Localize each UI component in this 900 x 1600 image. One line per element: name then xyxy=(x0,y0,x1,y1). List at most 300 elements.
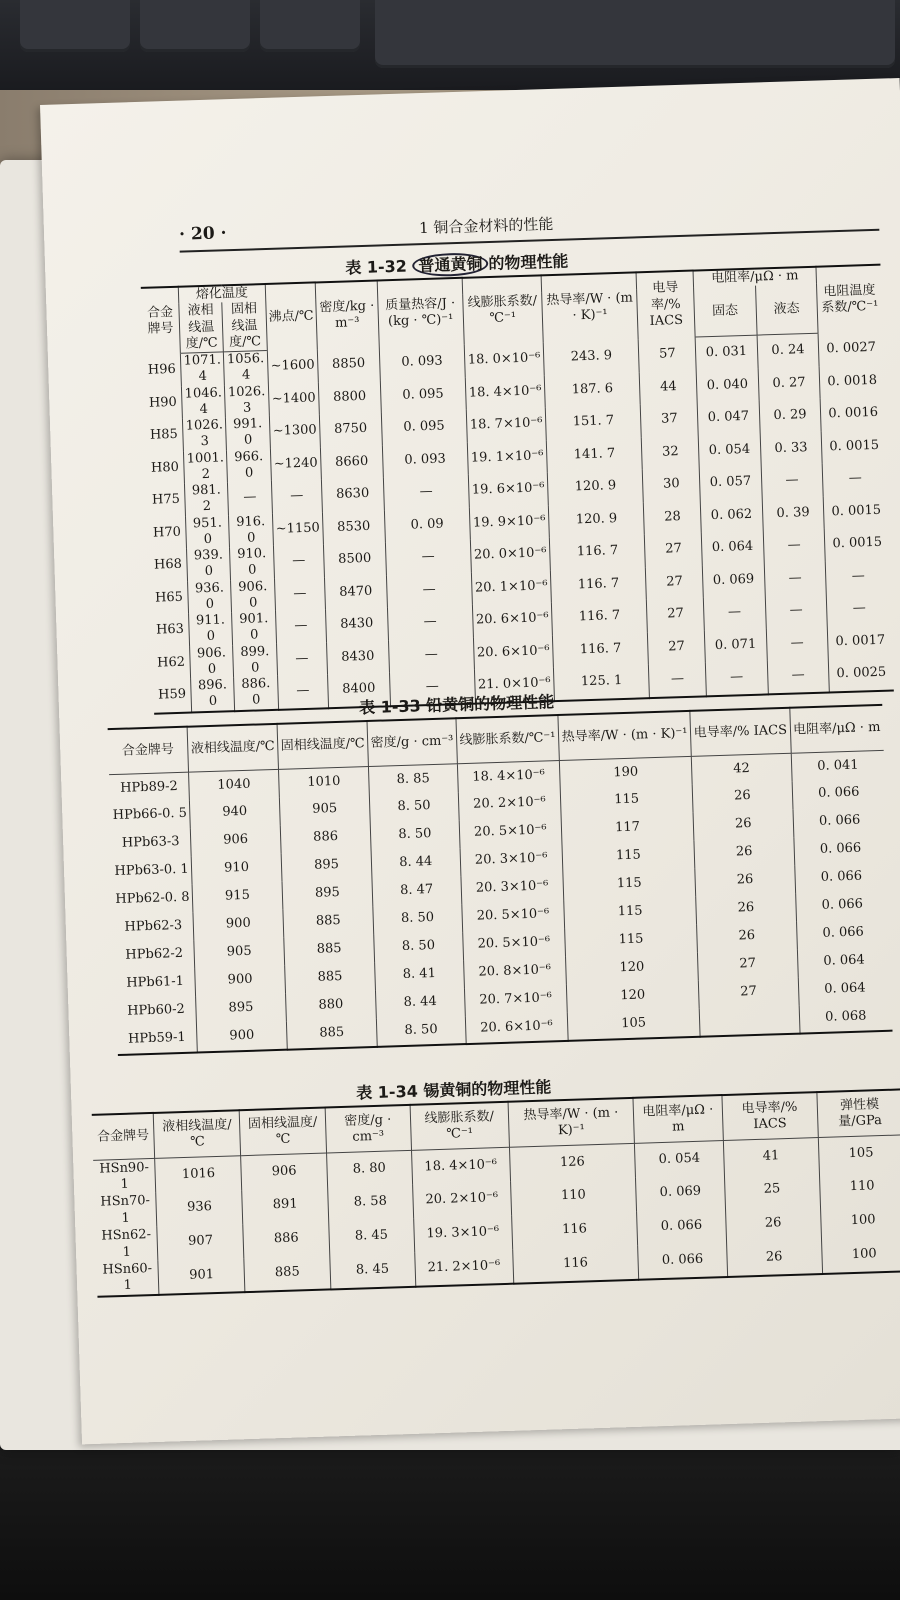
t33-cell: 885 xyxy=(285,962,376,993)
t33-cell: HPb61-1 xyxy=(115,968,195,998)
t33-cell: 8. 50 xyxy=(370,820,460,851)
t34-header-5: 热导率/W · (m · K)⁻¹ xyxy=(508,1098,635,1147)
t34-cell: 8. 45 xyxy=(329,1218,415,1255)
t33-cell: 18. 4×10⁻⁶ xyxy=(457,761,560,792)
t34-cell: 110 xyxy=(510,1177,636,1215)
t32-cell: ~1600 xyxy=(267,349,318,384)
keyboard xyxy=(0,0,900,90)
t32-cell: 8430 xyxy=(325,607,388,641)
t34-cell: 100 xyxy=(821,1237,900,1274)
t33-cell: 915 xyxy=(192,881,283,912)
t32-cell: — xyxy=(387,605,473,640)
t34-header-8: 弹性模量/GPa xyxy=(816,1089,900,1137)
t32-cell: — xyxy=(761,464,824,498)
th-solid: 固态 xyxy=(694,286,757,337)
page-header xyxy=(179,199,880,253)
t33-cell: 0. 064 xyxy=(798,974,892,1005)
t32-cell: 0. 33 xyxy=(760,431,823,465)
t33-cell: 880 xyxy=(286,990,377,1021)
t33-cell: 20. 2×10⁻⁶ xyxy=(458,789,561,820)
t33-cell: HPb89-2 xyxy=(109,772,189,802)
t33-cell: 26 xyxy=(692,781,792,812)
t32-cell: 1071. 4 xyxy=(180,352,224,386)
t34-cell: 110 xyxy=(819,1169,900,1206)
t32-cell: 0. 0025 xyxy=(828,656,893,692)
t33-cell: 27 xyxy=(698,949,798,980)
t33-cell: 0. 066 xyxy=(794,862,888,893)
table-1-33 xyxy=(108,704,893,1056)
t33-cell: 0. 066 xyxy=(793,834,887,865)
t32-cell: 0. 054 xyxy=(698,433,761,467)
t32-cell: 8400 xyxy=(328,672,391,707)
t33-cell: HPb62-3 xyxy=(113,912,193,942)
t34-cell: 19. 3×10⁻⁶ xyxy=(413,1215,512,1252)
t32-cell: 0. 057 xyxy=(699,466,762,500)
t33-cell: 20. 7×10⁻⁶ xyxy=(464,984,567,1015)
t33-cell: 115 xyxy=(564,896,697,928)
t32-cell: — xyxy=(388,637,474,672)
t32-cell: 141. 7 xyxy=(546,437,642,472)
t32-cell: 0. 064 xyxy=(701,531,764,565)
t32-cell: 19. 6×10⁻⁶ xyxy=(468,472,548,507)
t33-cell xyxy=(699,1005,799,1036)
t33-header-0: 合金牌号 xyxy=(108,727,189,775)
t32-cell: H85 xyxy=(145,419,183,453)
t34-cell: 116 xyxy=(511,1211,637,1249)
t33-cell: 8. 85 xyxy=(368,764,458,795)
t32-cell: 916. 0 xyxy=(229,513,273,547)
t34-header-6: 电阻率/μΩ · m xyxy=(633,1095,723,1143)
t32-cell: 1046. 4 xyxy=(181,385,225,419)
t32-cell: 32 xyxy=(642,435,699,469)
t33-cell: 0. 041 xyxy=(791,750,885,781)
t33-cell: 0. 068 xyxy=(799,1002,893,1033)
t32-cell: — xyxy=(271,479,322,513)
t32-cell: 1001. 2 xyxy=(183,450,227,484)
t33-cell: HPb62-2 xyxy=(114,940,194,970)
page-number: · 20 · xyxy=(178,223,227,245)
t32-cell: 0. 040 xyxy=(696,368,759,402)
t33-cell: 115 xyxy=(563,868,696,900)
t33-cell: 20. 8×10⁻⁶ xyxy=(463,956,566,987)
t32-cell: — xyxy=(385,540,471,575)
t32-cell: 901. 0 xyxy=(232,611,276,645)
t33-cell: 905 xyxy=(279,794,370,825)
t34-cell: 0. 054 xyxy=(634,1141,724,1178)
t32-cell: 8660 xyxy=(320,445,383,479)
t32-cell: 0. 062 xyxy=(700,498,763,532)
th-melt-group: 熔化温度 xyxy=(178,284,265,304)
t32-cell: H75 xyxy=(147,484,185,518)
t32-cell: 8850 xyxy=(317,347,380,382)
t33-cell: 8. 44 xyxy=(371,848,461,879)
table-1-34-body xyxy=(93,1135,900,1296)
t32-cell: 116. 7 xyxy=(551,599,647,634)
t32-cell: 18. 4×10⁻⁶ xyxy=(465,375,545,410)
t34-cell: 8. 45 xyxy=(330,1252,416,1289)
t33-cell: 8. 41 xyxy=(375,960,465,991)
t33-cell: 26 xyxy=(693,809,793,840)
t32-cell: H59 xyxy=(153,679,192,714)
t32-cell: 116. 7 xyxy=(549,534,645,569)
t32-cell: ~1300 xyxy=(269,414,320,448)
t33-cell: 8. 50 xyxy=(374,932,464,963)
t33-cell: 8. 44 xyxy=(375,988,465,1019)
t32-cell: — xyxy=(766,626,829,660)
t34-cell: 885 xyxy=(244,1255,331,1292)
t32-cell: 0. 093 xyxy=(379,344,465,380)
t33-cell: 115 xyxy=(560,784,693,816)
t32-cell: 116. 7 xyxy=(552,632,648,667)
t33-cell: 120 xyxy=(566,980,699,1012)
t32-cell: — xyxy=(705,660,768,695)
t33-cell: HPb66-0. 5 xyxy=(110,800,190,830)
t32-cell: 30 xyxy=(643,467,700,501)
t32-cell: 20. 1×10⁻⁶ xyxy=(471,570,551,605)
t32-cell: 966. 0 xyxy=(227,448,271,482)
t33-cell: 885 xyxy=(286,1018,377,1049)
t33-cell: HPb63-0. 1 xyxy=(112,856,192,886)
t33-cell: 895 xyxy=(281,850,372,881)
t34-cell: 100 xyxy=(820,1203,900,1240)
t32-cell: — xyxy=(767,659,830,694)
t32-cell: 19. 1×10⁻⁶ xyxy=(467,440,547,475)
t33-cell: 895 xyxy=(282,878,373,909)
t32-cell: 27 xyxy=(646,565,703,599)
t32-cell: 896. 0 xyxy=(191,677,235,712)
t34-cell: 907 xyxy=(157,1224,244,1261)
t32-cell: — xyxy=(274,577,325,611)
t33-cell: 26 xyxy=(696,893,796,924)
t34-cell: 21. 2×10⁻⁶ xyxy=(414,1249,513,1286)
t32-cell: 18. 7×10⁻⁶ xyxy=(466,407,546,442)
t34-cell: 26 xyxy=(725,1206,821,1243)
t34-header-7: 电导率/% IACS xyxy=(722,1092,818,1140)
t33-header-1: 液相线温度/℃ xyxy=(187,724,278,772)
caption-text: 的物理性能 xyxy=(488,251,569,273)
t32-cell: 0. 0018 xyxy=(819,364,884,399)
t33-cell: 0. 066 xyxy=(796,918,890,949)
t32-cell: 1026. 3 xyxy=(182,417,226,451)
t32-cell: 0. 031 xyxy=(695,335,758,370)
t33-cell: 8. 50 xyxy=(373,904,463,935)
t33-cell: 26 xyxy=(694,837,794,868)
t34-cell: 891 xyxy=(242,1187,329,1224)
chapter-title: 1 铜合金材料的性能 xyxy=(418,214,554,238)
t33-header-4: 线膨胀系数/℃⁻¹ xyxy=(456,715,560,764)
t33-cell: 886 xyxy=(280,822,371,853)
t33-cell: HPb60-2 xyxy=(116,996,196,1026)
t32-cell: 20. 6×10⁻⁶ xyxy=(473,635,553,670)
t33-cell: 117 xyxy=(561,812,694,844)
t32-cell: ~1400 xyxy=(268,382,319,416)
t32-cell: 8800 xyxy=(318,380,381,414)
t34-cell: 18. 4×10⁻⁶ xyxy=(411,1147,510,1184)
t32-cell: 991. 0 xyxy=(226,416,270,450)
t33-cell: 105 xyxy=(567,1008,700,1040)
t34-cell: 1016 xyxy=(155,1156,242,1193)
t33-cell: 885 xyxy=(284,934,375,965)
t32-cell: — xyxy=(273,544,324,578)
t33-cell: 910 xyxy=(191,853,282,884)
t33-cell: HPb63-3 xyxy=(111,828,191,858)
t32-cell: 906. 0 xyxy=(231,578,275,612)
t33-cell: 0. 064 xyxy=(797,946,891,977)
t33-cell: 1010 xyxy=(278,767,369,798)
t32-cell: 8430 xyxy=(327,640,390,674)
t34-cell: HSn90-1 xyxy=(93,1158,156,1194)
t32-cell: — xyxy=(825,559,890,594)
t34-cell: 936 xyxy=(156,1190,243,1227)
t32-cell: 911. 0 xyxy=(189,612,233,646)
t33-cell: 20. 6×10⁻⁶ xyxy=(465,1012,568,1043)
t32-cell: 20. 6×10⁻⁶ xyxy=(472,602,552,637)
t34-cell: 25 xyxy=(724,1172,820,1209)
t34-cell: 0. 066 xyxy=(637,1209,727,1246)
t34-cell: 906 xyxy=(241,1153,328,1190)
t32-cell: ~1150 xyxy=(272,512,323,546)
t32-cell: 27 xyxy=(647,597,704,631)
t33-header-6: 电导率/% IACS xyxy=(690,708,791,757)
t33-cell: 27 xyxy=(699,977,799,1008)
t33-cell: 20. 3×10⁻⁶ xyxy=(460,844,563,875)
t32-cell: 37 xyxy=(641,403,698,437)
t33-cell: 190 xyxy=(559,756,692,788)
t32-cell: 151. 7 xyxy=(545,404,641,439)
t32-cell: 951. 0 xyxy=(185,515,229,549)
th-thermal-conductivity: 热导率/W · (m · K)⁻¹ xyxy=(541,272,639,341)
t32-cell: H80 xyxy=(146,451,184,485)
t32-cell: 906. 0 xyxy=(190,645,234,679)
t34-cell: 8. 58 xyxy=(327,1184,413,1221)
t32-cell: 0. 0027 xyxy=(818,331,883,366)
t32-cell: 886. 0 xyxy=(234,676,278,711)
th-liquidus: 液相线温度/℃ xyxy=(179,303,224,354)
t32-cell: 28 xyxy=(644,500,701,534)
t32-cell: H96 xyxy=(143,353,182,387)
t32-cell: H68 xyxy=(149,549,187,583)
t32-cell: 0. 069 xyxy=(702,563,765,597)
t32-cell: 1056. 4 xyxy=(224,350,268,384)
t32-cell: 0. 39 xyxy=(762,496,825,530)
t33-cell: 900 xyxy=(193,909,284,940)
t33-cell: HPb59-1 xyxy=(117,1024,197,1054)
t32-cell: 116. 7 xyxy=(550,567,646,602)
t32-cell: 0. 0015 xyxy=(824,527,889,562)
th-liquid: 液态 xyxy=(755,284,818,335)
keyboard-key xyxy=(375,0,895,68)
t33-cell: 8. 47 xyxy=(372,876,462,907)
t34-header-2: 固相线温度/℃ xyxy=(239,1108,326,1156)
keyboard-key xyxy=(140,0,250,52)
t32-cell: 0. 093 xyxy=(382,442,468,477)
table-1-33-body xyxy=(109,750,892,1054)
t32-cell: H70 xyxy=(148,516,186,550)
t32-cell: — xyxy=(826,592,891,627)
t34-header-3: 密度/g · cm⁻³ xyxy=(325,1105,411,1153)
t33-cell: 940 xyxy=(189,797,280,828)
t32-cell: — xyxy=(765,594,828,628)
t34-cell: 20. 2×10⁻⁶ xyxy=(412,1181,511,1218)
t32-cell: — xyxy=(389,670,475,706)
t33-cell: 20. 5×10⁻⁶ xyxy=(459,816,562,847)
t32-cell: 243. 9 xyxy=(543,339,640,375)
t34-cell: 26 xyxy=(726,1240,822,1277)
t32-cell: H90 xyxy=(144,386,182,420)
keyboard-key xyxy=(260,0,360,52)
t32-cell: 0. 047 xyxy=(697,401,760,435)
t34-cell: 41 xyxy=(723,1138,819,1175)
t32-cell: 0. 095 xyxy=(380,377,466,412)
t33-cell: 900 xyxy=(196,1021,287,1052)
t32-cell: 8630 xyxy=(321,477,384,511)
t33-cell: 900 xyxy=(195,965,286,996)
t33-cell: 0. 066 xyxy=(792,778,886,809)
th-solidus: 固相线温度/℃ xyxy=(222,301,267,352)
t34-cell: 116 xyxy=(512,1245,638,1283)
t32-cell: — xyxy=(275,609,326,643)
th-alloy: 合金牌号 xyxy=(141,287,181,355)
t32-cell: — xyxy=(822,462,887,497)
dark-foreground xyxy=(0,1440,900,1600)
th-heat-capacity: 质量热容/J · (kg · ℃)⁻¹ xyxy=(377,278,464,347)
t34-header-0: 合金牌号 xyxy=(92,1113,155,1160)
t32-cell: ~1240 xyxy=(270,447,321,481)
circled-word: 普通黄铜 xyxy=(412,252,489,277)
t32-cell: — xyxy=(228,481,272,515)
t32-cell: 0. 095 xyxy=(381,410,467,445)
t32-cell: 44 xyxy=(640,370,697,404)
t32-cell: 0. 0016 xyxy=(820,397,885,432)
t33-cell: 8. 50 xyxy=(369,792,459,823)
t32-cell: 8750 xyxy=(319,412,382,446)
table-1-33-caption: 表 1-33 铅黄铜的物理性能 xyxy=(358,692,555,718)
t32-cell: 899. 0 xyxy=(233,643,277,677)
t33-cell: 20. 3×10⁻⁶ xyxy=(461,872,564,903)
t33-cell: 20. 5×10⁻⁶ xyxy=(462,928,565,959)
t32-cell: 0. 29 xyxy=(759,399,822,433)
t33-cell: 905 xyxy=(194,937,285,968)
table-1-32-body xyxy=(143,331,894,713)
th-temp-coef: 电阻温度系数/℃⁻¹ xyxy=(816,265,882,333)
t34-cell: HSn62-1 xyxy=(95,1226,158,1262)
t32-cell: 0. 071 xyxy=(704,628,767,662)
t32-cell: — xyxy=(649,662,707,697)
t32-cell: — xyxy=(703,595,766,629)
t32-cell: 0. 27 xyxy=(758,366,821,400)
t33-header-5: 热导率/W · (m · K)⁻¹ xyxy=(558,711,692,761)
t32-cell: 8530 xyxy=(322,510,385,544)
t33-cell: 885 xyxy=(283,906,374,937)
t33-cell: 120 xyxy=(565,952,698,984)
t32-cell: 120. 9 xyxy=(547,469,643,504)
table-1-32 xyxy=(141,264,894,715)
t32-cell: H65 xyxy=(150,581,188,615)
t33-cell: 42 xyxy=(691,753,791,784)
t32-cell: 0. 24 xyxy=(757,333,820,368)
t32-cell: 0. 0017 xyxy=(827,624,892,659)
t32-cell: — xyxy=(277,674,328,709)
t34-cell: 886 xyxy=(243,1221,330,1258)
t32-cell: 0. 09 xyxy=(384,507,470,542)
t33-cell: 906 xyxy=(190,825,281,856)
t32-cell: 18. 0×10⁻⁶ xyxy=(464,342,544,377)
t33-header-7: 电阻率/μΩ · m xyxy=(789,705,883,753)
th-expansion: 线膨胀系数/℃⁻¹ xyxy=(462,275,543,344)
t32-cell: 8500 xyxy=(323,542,386,576)
t32-cell: 27 xyxy=(648,630,705,664)
t32-cell: 27 xyxy=(645,532,702,566)
t32-cell: 20. 0×10⁻⁶ xyxy=(470,537,550,572)
t34-header-1: 液相线温度/℃ xyxy=(154,1110,241,1158)
t33-cell: 895 xyxy=(196,993,287,1024)
keyboard-key xyxy=(20,0,130,52)
t33-cell: 26 xyxy=(697,921,797,952)
th-boiling: 沸点/℃ xyxy=(265,282,317,350)
t34-cell: 901 xyxy=(158,1258,245,1295)
t32-cell: H62 xyxy=(152,646,190,680)
t32-cell: 910. 0 xyxy=(230,546,274,580)
t32-cell: — xyxy=(386,572,472,607)
t32-cell: — xyxy=(276,642,327,676)
t34-cell: HSn70-1 xyxy=(94,1192,157,1228)
t33-header-3: 密度/g · cm⁻³ xyxy=(367,718,457,766)
book-page xyxy=(40,78,900,1444)
t33-cell: 26 xyxy=(695,865,795,896)
t32-cell: 57 xyxy=(639,337,696,372)
table-1-34 xyxy=(92,1088,900,1297)
t32-cell: 19. 9×10⁻⁶ xyxy=(469,505,549,540)
t32-cell: 0. 0015 xyxy=(823,494,888,529)
table-1-34-caption: 表 1-34 锡黄铜的物理性能 xyxy=(355,1077,552,1103)
caption-number: 表 1-32 xyxy=(344,256,408,278)
t33-cell: 1040 xyxy=(189,769,280,800)
t34-cell: 8. 80 xyxy=(326,1150,412,1187)
t33-header-2: 固相线温度/℃ xyxy=(277,721,368,769)
t32-cell: — xyxy=(383,475,469,510)
t32-cell: 936. 0 xyxy=(188,580,232,614)
t32-cell: 939. 0 xyxy=(186,547,230,581)
t32-cell: 187. 6 xyxy=(544,372,640,407)
t32-cell: 1026. 3 xyxy=(225,383,269,417)
t33-cell: HPb62-0. 8 xyxy=(113,884,193,914)
t32-cell: 8470 xyxy=(324,575,387,609)
t33-cell: 8. 50 xyxy=(376,1016,466,1047)
t34-header-4: 线膨胀系数/℃⁻¹ xyxy=(410,1102,510,1151)
th-density: 密度/kg · m⁻³ xyxy=(315,281,379,349)
t34-cell: 0. 069 xyxy=(636,1175,726,1212)
t32-cell: H63 xyxy=(151,614,189,648)
t33-cell: 0. 066 xyxy=(793,806,887,837)
t34-cell: 105 xyxy=(818,1135,900,1172)
t33-cell: 115 xyxy=(562,840,695,872)
t32-cell: 0. 0015 xyxy=(821,429,886,464)
t33-cell: 20. 5×10⁻⁶ xyxy=(462,900,565,931)
t32-cell: 981. 2 xyxy=(184,482,228,516)
t34-cell: 0. 066 xyxy=(638,1243,728,1280)
th-resistivity-group: 电阻率/μΩ · m xyxy=(693,267,817,288)
t34-cell: 126 xyxy=(509,1143,635,1181)
t32-cell: — xyxy=(764,561,827,595)
t32-cell: 125. 1 xyxy=(553,664,650,700)
t32-cell: — xyxy=(763,529,826,563)
t33-cell: 0. 066 xyxy=(795,890,889,921)
th-electrical-conductivity: 电导率/% IACS xyxy=(637,271,696,339)
t34-cell: HSn60-1 xyxy=(96,1260,159,1296)
t32-cell: 21. 0×10⁻⁶ xyxy=(474,667,554,703)
t33-cell: 115 xyxy=(565,924,698,956)
t32-cell: 120. 9 xyxy=(548,502,644,537)
